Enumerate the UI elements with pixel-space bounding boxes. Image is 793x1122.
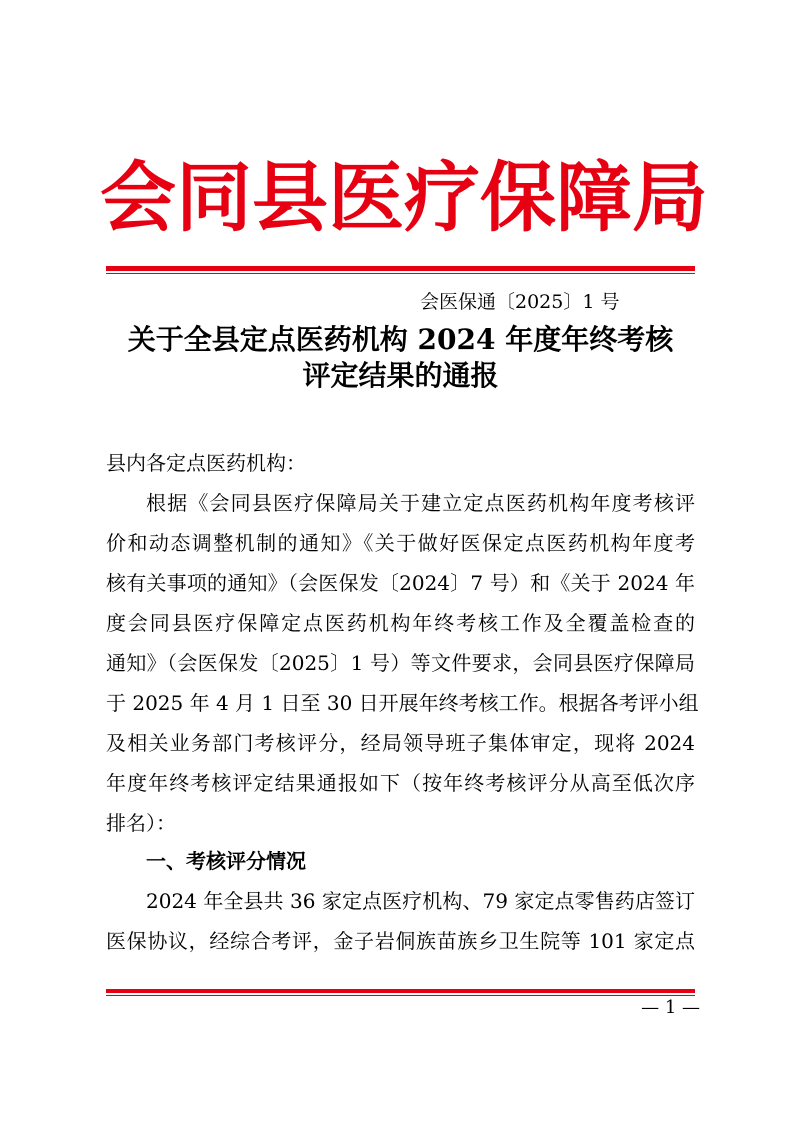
paragraph-1-line-9: 排名）： (106, 811, 176, 835)
paragraph-1-line-1: 根据《会同县医疗保障局关于建立定点医药机构年度考核评 (146, 491, 695, 515)
paragraph-2-line-1: 2024 年全县共 36 家定点医疗机构、79 家定点零售药店签订 (146, 889, 695, 913)
footer-red-rule-thick (106, 989, 695, 993)
document-title-line-2: 评定结果的通报 (302, 359, 499, 392)
document-number: 会医保通〔2025〕1 号 (420, 291, 620, 313)
paragraph-1-line-3: 核有关事项的通知》（会医保发〔2024〕7 号）和《关于 2024 年 (106, 571, 695, 595)
paragraph-2-line-2: 医保协议，经综合考评，金子岩侗族苗族乡卫生院等 101 家定点 (106, 929, 695, 953)
section-heading-scoring: 一、考核评分情况 (146, 849, 306, 873)
document-title-line-1: 关于全县定点医药机构 2024 年度年终考核 (127, 323, 674, 356)
paragraph-1-line-7: 及相关业务部门考核评分，经局领导班子集体审定，现将 2024 (106, 731, 695, 755)
paragraph-1-line-5: 通知》（会医保发〔2025〕1 号）等文件要求，会同县医疗保障局 (106, 651, 695, 675)
salutation: 县内各定点医药机构： (106, 451, 306, 475)
paragraph-1-line-8: 年度年终考核评定结果通报如下（按年终考核评分从高至低次序 (106, 771, 695, 795)
page-number: — 1 — (641, 997, 700, 1018)
agency-header-title: 会同县医疗保障局 (100, 153, 708, 242)
paragraph-1-line-2: 价和动态调整机制的通知》《关于做好医保定点医药机构年度考 (106, 531, 695, 555)
paragraph-1-line-6: 于 2025 年 4 月 1 日至 30 日开展年终考核工作。根据各考评小组 (106, 691, 699, 715)
header-red-rule-thin (106, 273, 695, 274)
header-red-rule-thick (106, 266, 695, 271)
paragraph-1-line-4: 度会同县医疗保障定点医药机构年终考核工作及全覆盖检查的 (106, 611, 695, 635)
document-title (106, 322, 695, 394)
footer-red-rule-thin (106, 995, 695, 996)
